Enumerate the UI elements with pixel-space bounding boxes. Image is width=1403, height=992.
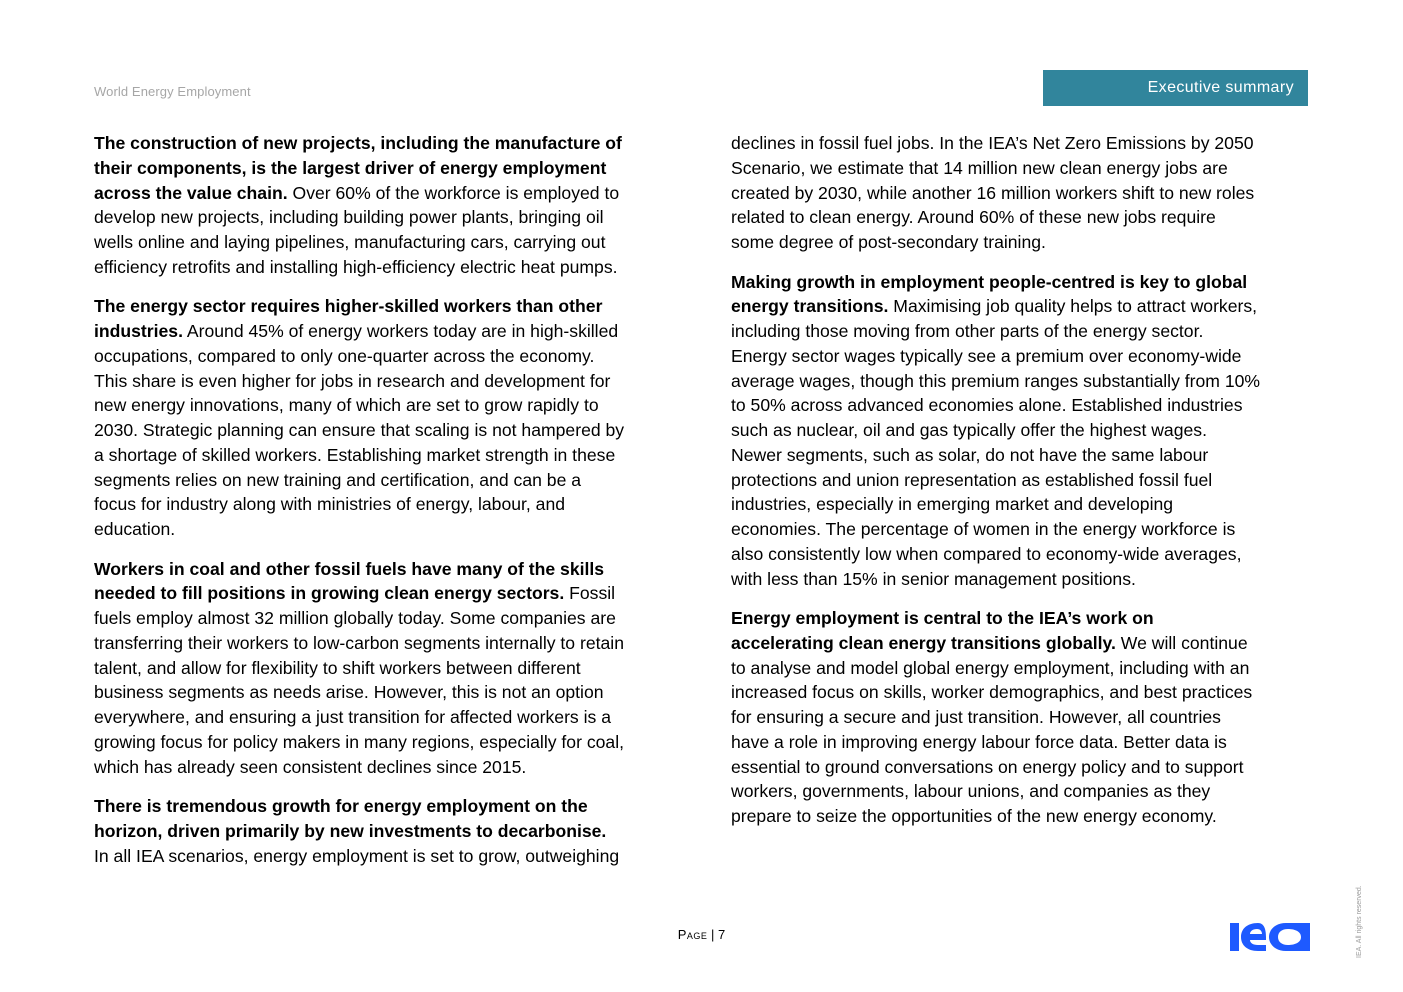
bold-lead: Making growth in employment people-centred is key to global [731, 271, 1248, 292]
text-line [94, 255, 684, 280]
section-tab-label: Executive summary [1147, 79, 1294, 96]
text-line [94, 418, 684, 443]
text-line [94, 443, 684, 468]
text-line [94, 844, 684, 869]
body-text: This share is even higher for jobs in research and development for [94, 370, 611, 391]
text-line [731, 631, 1321, 656]
body-text: workers, governments, labour unions, and companies as they [731, 781, 1211, 802]
text-line [94, 156, 684, 181]
body-text: Energy sector wages typically see a premium over economy-wide [731, 345, 1242, 366]
text-line [94, 705, 684, 730]
body-text: such as nuclear, oil and gas typically offer the highest wages. [731, 420, 1207, 440]
text-line [94, 393, 684, 418]
text-line [731, 730, 1321, 755]
body-text: economies. The percentage of women in the energy workforce is [731, 519, 1236, 539]
bold-lead: Energy employment is central to the IEA’s work on [731, 608, 1154, 628]
bold-lead: The energy sector requires higher-skilled workers than other [94, 296, 603, 317]
running-header-title: World Energy Employment [94, 84, 251, 99]
paragraph [731, 606, 1321, 829]
body-text: Fossil [564, 583, 616, 604]
body-text: related to clean energy. Around 60% of these new jobs require [731, 207, 1216, 228]
text-line [94, 205, 684, 230]
text-line [94, 319, 684, 344]
text-line [731, 492, 1321, 517]
bold-lead: The construction of new projects, including the manufacture of [94, 133, 622, 153]
section-tab [1043, 70, 1308, 106]
iea-logo [1230, 917, 1310, 951]
body-text: We will continue [1115, 632, 1248, 653]
text-line [731, 542, 1321, 567]
body-text: Maximising job quality helps to attract workers, [888, 296, 1258, 317]
body-text: focus for industry along with ministries of energy, labour, and [94, 494, 566, 515]
bold-lead: their components, is the largest driver of energy employment [94, 157, 607, 178]
text-line [94, 794, 684, 819]
text-line [94, 517, 684, 542]
body-text: efficiency retrofits and installing high-efficiency electric heat pumps. [94, 256, 618, 277]
paragraph [94, 131, 684, 280]
iea-logo-icon [1230, 923, 1310, 951]
body-text: segments relies on new training and certification, and can be a [94, 469, 582, 490]
text-line [731, 418, 1321, 443]
body-text: Over 60% of the workforce is employed to [287, 182, 620, 203]
text-line [94, 680, 684, 705]
body-text: prepare to seize the opportunities of the new energy economy. [731, 806, 1217, 826]
body-text: to analyse and model global energy employment, including with an [731, 657, 1250, 678]
text-line [94, 755, 684, 780]
text-line [731, 156, 1321, 181]
page-label: Page [677, 927, 708, 942]
bold-lead: There is tremendous growth for energy employment on the [94, 796, 588, 816]
page-number-value: 7 [718, 927, 726, 942]
body-text: new energy innovations, many of which are set to grow rapidly to [94, 395, 599, 416]
copyright-notice: IEA. All rights reserved. [1356, 885, 1363, 958]
text-line [94, 131, 684, 156]
body-text: talent, and allow for flexibility to shift workers between different [94, 657, 581, 678]
text-line [94, 230, 684, 255]
body-text: Scenario, we estimate that 14 million new clean energy jobs are [731, 157, 1228, 178]
body-text: Newer segments, such as solar, do not have the same labour [731, 444, 1209, 465]
bold-lead: accelerating clean energy transitions globally. [731, 632, 1116, 653]
body-text: develop new projects, including building power plants, bringing oil [94, 207, 604, 228]
right-column [731, 131, 1321, 844]
body-text: for ensuring a secure and just transition. However, all countries [731, 707, 1221, 727]
body-text: business segments as needs arise. However, this is not an option [94, 682, 604, 703]
body-text: increased focus on skills, worker demographics, and best practices [731, 682, 1253, 703]
text-line [731, 319, 1321, 344]
body-text: have a role in improving energy labour force data. Better data is [731, 731, 1227, 752]
page-number [0, 927, 1403, 942]
text-line [94, 344, 684, 369]
body-text: including those moving from other parts of the energy sector. [731, 321, 1204, 341]
text-line [94, 468, 684, 493]
text-line [731, 344, 1321, 369]
bold-lead: Workers in coal and other fossil fuels have many of the skills [94, 558, 605, 579]
text-line [731, 443, 1321, 468]
text-line [731, 230, 1321, 255]
body-text: 2030. Strategic planning can ensure that scaling is not hampered by [94, 420, 625, 440]
text-line [94, 294, 684, 319]
text-line [731, 606, 1321, 631]
bold-lead: energy transitions. [731, 296, 889, 317]
body-text: essential to ground conversations on energy policy and to support [731, 756, 1244, 777]
left-column [94, 131, 684, 883]
text-line [731, 779, 1321, 804]
body-text: growing focus for policy makers in many regions, especially for coal, [94, 731, 624, 752]
text-line [94, 819, 684, 844]
text-line [731, 656, 1321, 681]
bold-lead: horizon, driven primarily by new investments to decarbonise. [94, 820, 607, 841]
paragraph [731, 270, 1321, 592]
body-text: fuels employ almost 32 million globally today. Some companies are [94, 608, 616, 628]
body-text: protections and union representation as established fossil fuel [731, 469, 1213, 490]
text-line [94, 492, 684, 517]
body-text: transferring their workers to low-carbon segments internally to retain [94, 632, 624, 653]
text-line [731, 294, 1321, 319]
paragraph [94, 557, 684, 780]
text-line [731, 393, 1321, 418]
text-line [731, 131, 1321, 156]
body-text: wells online and laying pipelines, manufacturing cars, carrying out [94, 232, 606, 252]
text-line [94, 730, 684, 755]
text-line [731, 181, 1321, 206]
body-text: a shortage of skilled workers. Establishing market strength in these [94, 444, 616, 465]
text-line [94, 606, 684, 631]
body-text: everywhere, and ensuring a just transition for affected workers is a [94, 707, 611, 727]
text-line [731, 705, 1321, 730]
body-text: some degree of post-secondary training. [731, 232, 1046, 252]
body-text: which has already seen consistent declines since 2015. [94, 756, 527, 777]
body-text: education. [94, 519, 176, 539]
page-separator: | [707, 927, 719, 942]
text-line [94, 656, 684, 681]
text-line [94, 631, 684, 656]
text-line [94, 369, 684, 394]
text-line [731, 468, 1321, 493]
text-line [94, 581, 684, 606]
text-line [731, 270, 1321, 295]
body-text: declines in fossil fuel jobs. In the IEA’s Net Zero Emissions by 2050 [731, 133, 1254, 153]
body-text: In all IEA scenarios, energy employment is set to grow, outweighing [94, 845, 620, 866]
text-line [94, 557, 684, 582]
text-line [731, 804, 1321, 829]
text-line [731, 369, 1321, 394]
text-line [731, 755, 1321, 780]
paragraph [94, 294, 684, 542]
text-line [731, 680, 1321, 705]
body-text: with less than 15% in senior management positions. [731, 568, 1136, 589]
body-text: also consistently low when compared to economy-wide averages, [731, 543, 1242, 564]
bold-lead: needed to fill positions in growing clean energy sectors. [94, 583, 565, 604]
text-line [731, 205, 1321, 230]
body-text: to 50% across advanced economies alone. Established industries [731, 395, 1243, 416]
body-text: occupations, compared to only one-quarter across the economy. [94, 345, 595, 366]
body-text: industries, especially in emerging market and developing [731, 494, 1174, 515]
body-text: average wages, though this premium ranges substantially from 10% [731, 370, 1261, 391]
paragraph [731, 131, 1321, 255]
text-line [731, 567, 1321, 592]
body-text: Around 45% of energy workers today are in high-skilled [182, 321, 619, 341]
bold-lead: across the value chain. [94, 182, 288, 203]
text-line [731, 517, 1321, 542]
text-line [94, 181, 684, 206]
bold-lead: industries. [94, 321, 183, 341]
paragraph [94, 794, 684, 868]
body-text: created by 2030, while another 16 million workers shift to new roles [731, 182, 1255, 203]
